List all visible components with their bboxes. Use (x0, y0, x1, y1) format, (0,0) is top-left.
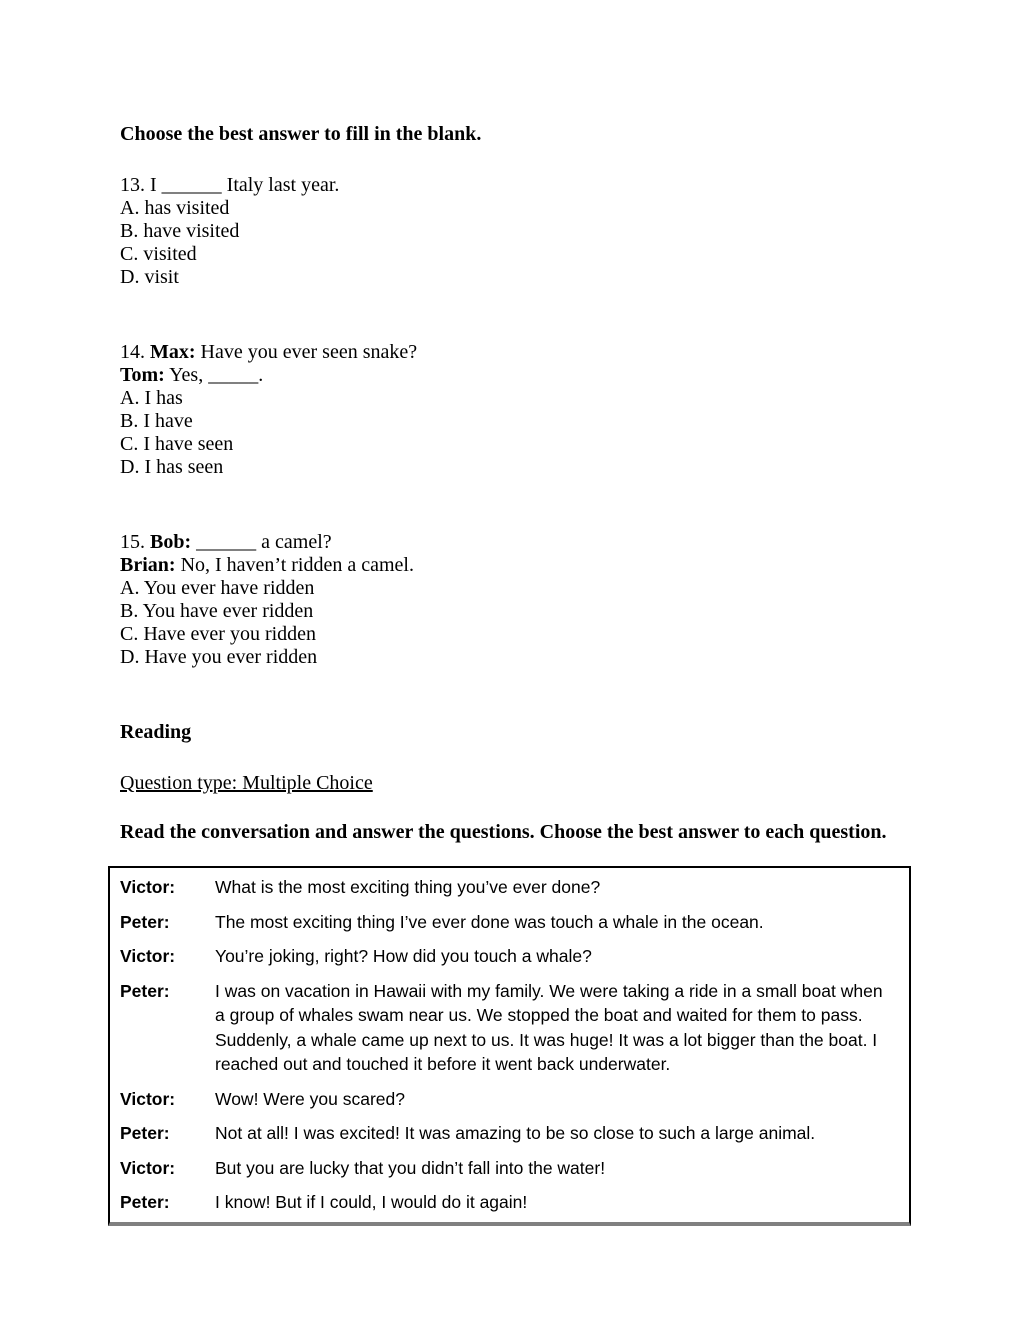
question-14-text-1: Have you ever seen snake? (195, 341, 418, 363)
conversation-row (120, 1156, 895, 1181)
reading-instruction: Read the conversation and answer the questions. Choose the best answer to each question. (120, 821, 887, 843)
question-14-option-c: C. I have seen (120, 433, 234, 455)
speaker-name: Peter: (120, 911, 170, 932)
question-15-option-b: B. You have ever ridden (120, 600, 314, 622)
speaker-name: Peter: (120, 1192, 170, 1212)
question-14-option-d: D. I has seen (120, 456, 224, 478)
conversation-box (108, 866, 911, 1226)
dialog-text: But you are lucky that you didn’t fall into the water! (215, 1157, 606, 1178)
speaker-name: Victor: (120, 946, 176, 966)
question-14-block (120, 341, 930, 479)
question-13-option-b: B. have visited (120, 220, 240, 242)
dialog-text: I know! But if I could, I would do it again! (215, 1192, 528, 1212)
conversation-row (120, 1190, 895, 1215)
grammar-section-heading: Choose the best answer to fill in the blank. (120, 123, 482, 145)
speaker-name: Peter: (120, 980, 170, 1001)
conversation-row (120, 979, 895, 1077)
question-14-option-a: A. I has (120, 387, 183, 409)
conversation-row (120, 875, 895, 900)
question-15-text-2: No, I haven’t ridden a camel. (175, 554, 414, 576)
question-14-speaker-2: Tom: (120, 364, 165, 386)
speaker-name: Victor: (120, 1088, 176, 1109)
speaker-name: Peter: (120, 1123, 170, 1143)
question-14-speaker-1: Max: (150, 341, 196, 363)
dialog-text: You’re joking, right? How did you touch a whale? (215, 946, 592, 966)
question-15-speaker-1: Bob: (150, 531, 192, 553)
question-13-option-a: A. has visited (120, 197, 230, 219)
conversation-row (120, 910, 895, 935)
dialog-text: Wow! Were you scared? (215, 1088, 405, 1109)
question-type-label: Question type: Multiple Choice (120, 772, 373, 794)
question-15-option-c: C. Have ever you ridden (120, 623, 317, 645)
question-14-text-2: Yes, _____. (164, 364, 264, 386)
question-13-block (120, 174, 930, 289)
question-15-option-a: A. You ever have ridden (120, 577, 315, 599)
question-14-number: 14. (120, 341, 150, 363)
speaker-name: Victor: (120, 1157, 176, 1178)
question-14-prompt-line-2 (120, 364, 930, 387)
question-15-block (120, 531, 930, 669)
dialog-text: The most exciting thing I’ve ever done was touch a whale in the ocean. (215, 911, 764, 932)
question-15-prompt-line-2 (120, 554, 930, 577)
question-15-number: 15. (120, 531, 150, 553)
question-15-text-1: ______ a camel? (191, 531, 332, 553)
dialog-text: I was on vacation in Hawaii with my family. We were taking a ride in a small boat when a group of whales swam near us. We stopped the boat and waited for them to pass. Suddenly, a whale came up next to us. It was huge! It was a lot bigger than the boat. I reached out and touched it before it went back underwater. (215, 980, 883, 1074)
conversation-row (120, 944, 895, 969)
conversation-row (120, 1087, 895, 1112)
question-15-prompt-line-1 (120, 531, 930, 554)
question-15-speaker-2: Brian: (120, 554, 176, 576)
speaker-name: Victor: (120, 877, 176, 897)
question-14-prompt-line-1 (120, 341, 930, 364)
question-14-option-b: B. I have (120, 410, 193, 432)
question-13-option-d: D. visit (120, 266, 179, 288)
conversation-row (120, 1121, 895, 1146)
reading-section-heading: Reading (120, 721, 192, 743)
dialog-text: Not at all! I was excited! It was amazing to be so close to such a large animal. (215, 1123, 816, 1143)
question-13-option-c: C. visited (120, 243, 197, 265)
question-15-option-d: D. Have you ever ridden (120, 646, 318, 668)
question-13-prompt: 13. I ______ Italy last year. (120, 174, 340, 196)
dialog-text: What is the most exciting thing you’ve ever done? (215, 877, 601, 897)
